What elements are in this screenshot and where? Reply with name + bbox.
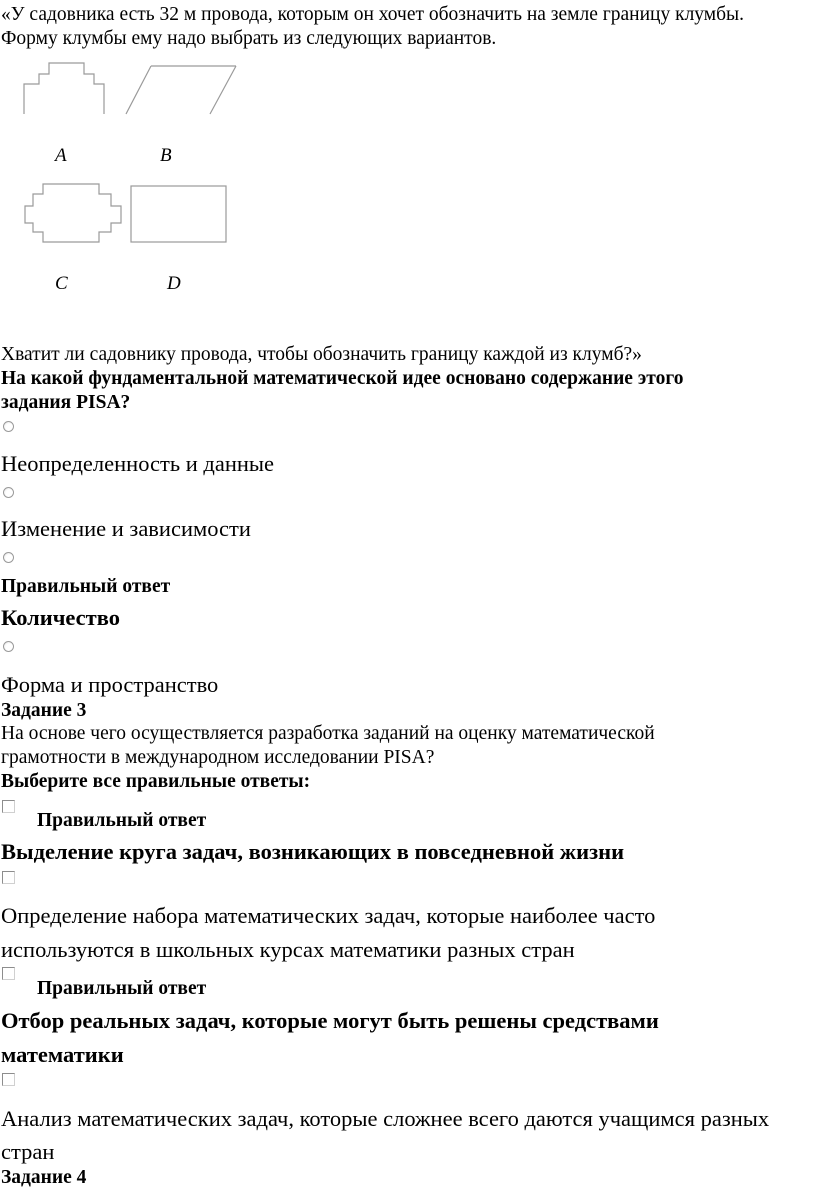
option-label: Форма и пространство [1, 672, 219, 697]
task-intro-line-1: «У садовника есть 32 м провода, которым он хочет обозначить на земле границу клумбы. [1, 4, 745, 25]
option-radio[interactable] [3, 641, 14, 652]
option-checkbox[interactable] [2, 871, 15, 884]
task-3-question-line-1: На основе чего осуществляется разработка заданий на оценку математической [1, 723, 655, 744]
figure-c-shape [20, 180, 130, 245]
option-label: Изменение и зависимости [1, 516, 251, 541]
option-checkbox[interactable] [2, 1073, 15, 1086]
correct-answer-label: Правильный ответ [1, 576, 171, 597]
figure-label-b: B [160, 145, 172, 166]
task-prompt-line-2: задания PISA? [1, 392, 131, 413]
task-intro-line-2: Форму клумбы ему надо выбрать из следующих вариантов. [1, 28, 497, 49]
figure-label-a: A [55, 145, 67, 166]
option-label-correct: Выделение круга задач, возникающих в повседневной жизни [1, 839, 625, 864]
option-checkbox[interactable] [2, 800, 15, 813]
option-label-correct-line-2: математики [1, 1042, 124, 1067]
task-3-question-line-2: грамотности в международном исследовании PISA? [1, 747, 435, 768]
figure-label-d: D [167, 273, 181, 294]
option-label-line-1: Определение набора математических задач, которые наиболее часто [1, 903, 656, 928]
figure-label-c: C [55, 273, 68, 294]
option-label-line-2: стран [1, 1139, 55, 1164]
correct-answer-label: Правильный ответ [37, 978, 207, 999]
option-radio[interactable] [3, 421, 14, 432]
option-radio[interactable] [3, 552, 14, 563]
option-label-correct-line-1: Отбор реальных задач, которые могут быть решены средствами [1, 1008, 659, 1033]
task-4-heading: Задание 4 [1, 1167, 87, 1188]
figure-d-shape [128, 183, 230, 245]
correct-answer-label: Правильный ответ [37, 810, 207, 831]
task-3-instruction: Выберите все правильные ответы: [1, 771, 311, 792]
option-radio[interactable] [3, 487, 14, 498]
option-checkbox[interactable] [2, 967, 15, 980]
figure-b-shape [120, 60, 245, 120]
option-label-line-1: Анализ математических задач, которые сложнее всего даются учащимся разных [1, 1106, 770, 1131]
option-label-correct: Количество [1, 605, 120, 630]
option-label-line-2: используются в школьных курсах математики разных стран [1, 937, 575, 962]
figure-a-shape [20, 55, 120, 120]
option-label: Неопределенность и данные [1, 451, 274, 476]
task-prompt-line-1: На какой фундаментальной математической идее основано содержание этого [1, 368, 684, 389]
task-3-heading: Задание 3 [1, 700, 87, 721]
task-question: Хватит ли садовнику провода, чтобы обозначить границу каждой из клумб?» [1, 344, 642, 365]
